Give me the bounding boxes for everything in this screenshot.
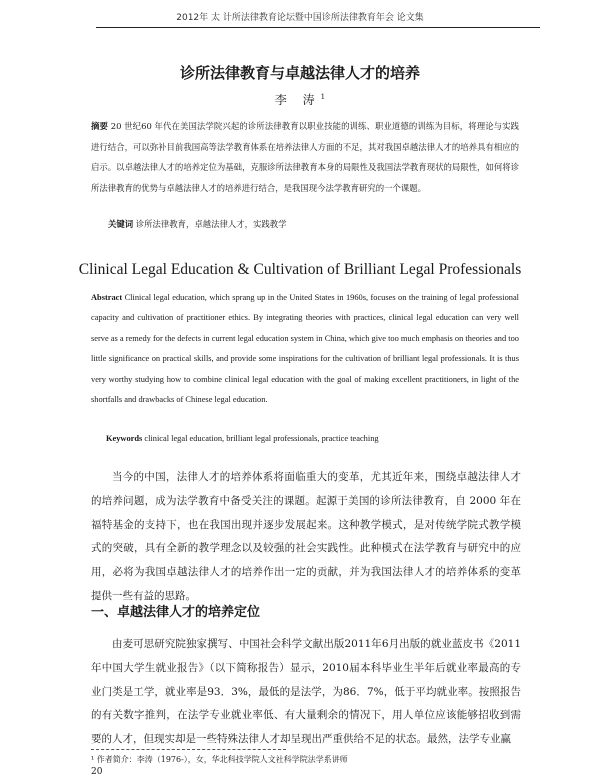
- keywords-cn-text: 诊所法律教育，卓越法律人才，实践教学: [133, 219, 287, 229]
- keywords-en-label: Keywords: [106, 434, 143, 443]
- footnote: ¹ 作者简介：李涛（1976-），女，华北科技学院人文社科学院法学系讲师: [91, 755, 348, 764]
- paper-title-cn: 诊所法律教育与卓越法律人才的培养: [179, 64, 420, 82]
- author-line: [0, 91, 600, 108]
- keywords-cn-label: 关键词: [108, 219, 134, 229]
- keywords-en: [106, 431, 520, 447]
- section-heading: 一、卓越法律人才的培养定位: [91, 605, 261, 620]
- page-number: 20: [91, 767, 103, 777]
- abstract-en: [91, 288, 519, 410]
- running-head: 2012年 太 计所法律教育论坛暨中国诊所法律教育年会 论文集: [176, 13, 424, 23]
- abstract-cn-text: 20 世纪60 年代在美国法学院兴起的诊所法律教育以职业技能的训练、职业道德的训练为目标，将理论与实践进行结合，可以弥补目前我国高等法学教育体系在培养法律人方面的不足，其对我国卓越法律人才的培养具有相应的启示。以卓越法律人才的培养定位为基础，克服诊所法律教育本身的局限性及我国法学教育现状的局限性，如何将诊所法律教育的优势与卓越法律人才的培养进行结合，是我国现今法学教育研究的一个课题。: [91, 121, 520, 193]
- keywords-cn: [108, 216, 518, 232]
- footnote-rule: [91, 749, 286, 750]
- paper-title-en: Clinical Legal Education & Cultivation of Brilliant Legal Professionals: [78, 261, 522, 278]
- abstract-en-label: Abstract: [91, 293, 123, 302]
- author-name: 李 涛: [274, 93, 321, 107]
- body-paragraph-1: 当今的中国，法律人才的培养体系将面临重大的变革，尤其近年来，围绕卓越法律人才的培养问题，成为法学教育中备受关注的课题。起源于美国的诊所法律教育，自 2000 年在福特基金的支持下，也在我国出现并逐步发展起来。这种教学模式，是对传统学院式教学模式的突破，具有全新的教学理念以及较强的社会实践性。此种模式在法学教育与研究中的应用，必将为我国卓越法律人才的培养作出一定的贡献，并为我国法律人才的培养体系的变革提供一些有益的思路。: [91, 471, 521, 602]
- keywords-en-text: clinical legal education, brilliant legal professionals, practice teaching: [142, 434, 379, 443]
- author-footnote-mark: 1: [320, 93, 326, 101]
- abstract-cn: [91, 116, 519, 198]
- body-paragraph-2: 由麦可思研究院独家撰写、中国社会科学文献出版2011年6月出版的就业蓝皮书《2011年中国大学生就业报告》（以下简称报告）显示，2010届本科毕业生半年后就业率最高的专业门类是工学，就业率是93．3%，最低的是法学，为86．7%，低于平均就业率。按照报告的有关数字推判，在法学专业就业率低、有大量剩余的情况下，用人单位应该能够招收到需要的人才，但现实却是一些特殊法律人才却呈现出严重供给不足的状态。最然，法学专业赢: [91, 638, 521, 746]
- running-head-rule: [96, 27, 540, 28]
- abstract-cn-label: 摘要: [91, 121, 108, 131]
- abstract-en-text: Clinical legal education, which sprang up in the United States in 1960s, focuses on the training of legal professional capacity and cultivation of practitioner ethics. By integrating theories with practices, clinical legal education can very well serve as a remedy for the defects in current legal education system in China, which give too much emphasis on theories and too little significance on practical skills, and provide some inspirations for the cultivation of brilliant legal professionals. It is thus very worthy studying how to combine clinical legal education with the goal of making excellent practitioners, in light of the shortfalls and drawbacks of Chinese legal education.: [91, 293, 519, 405]
